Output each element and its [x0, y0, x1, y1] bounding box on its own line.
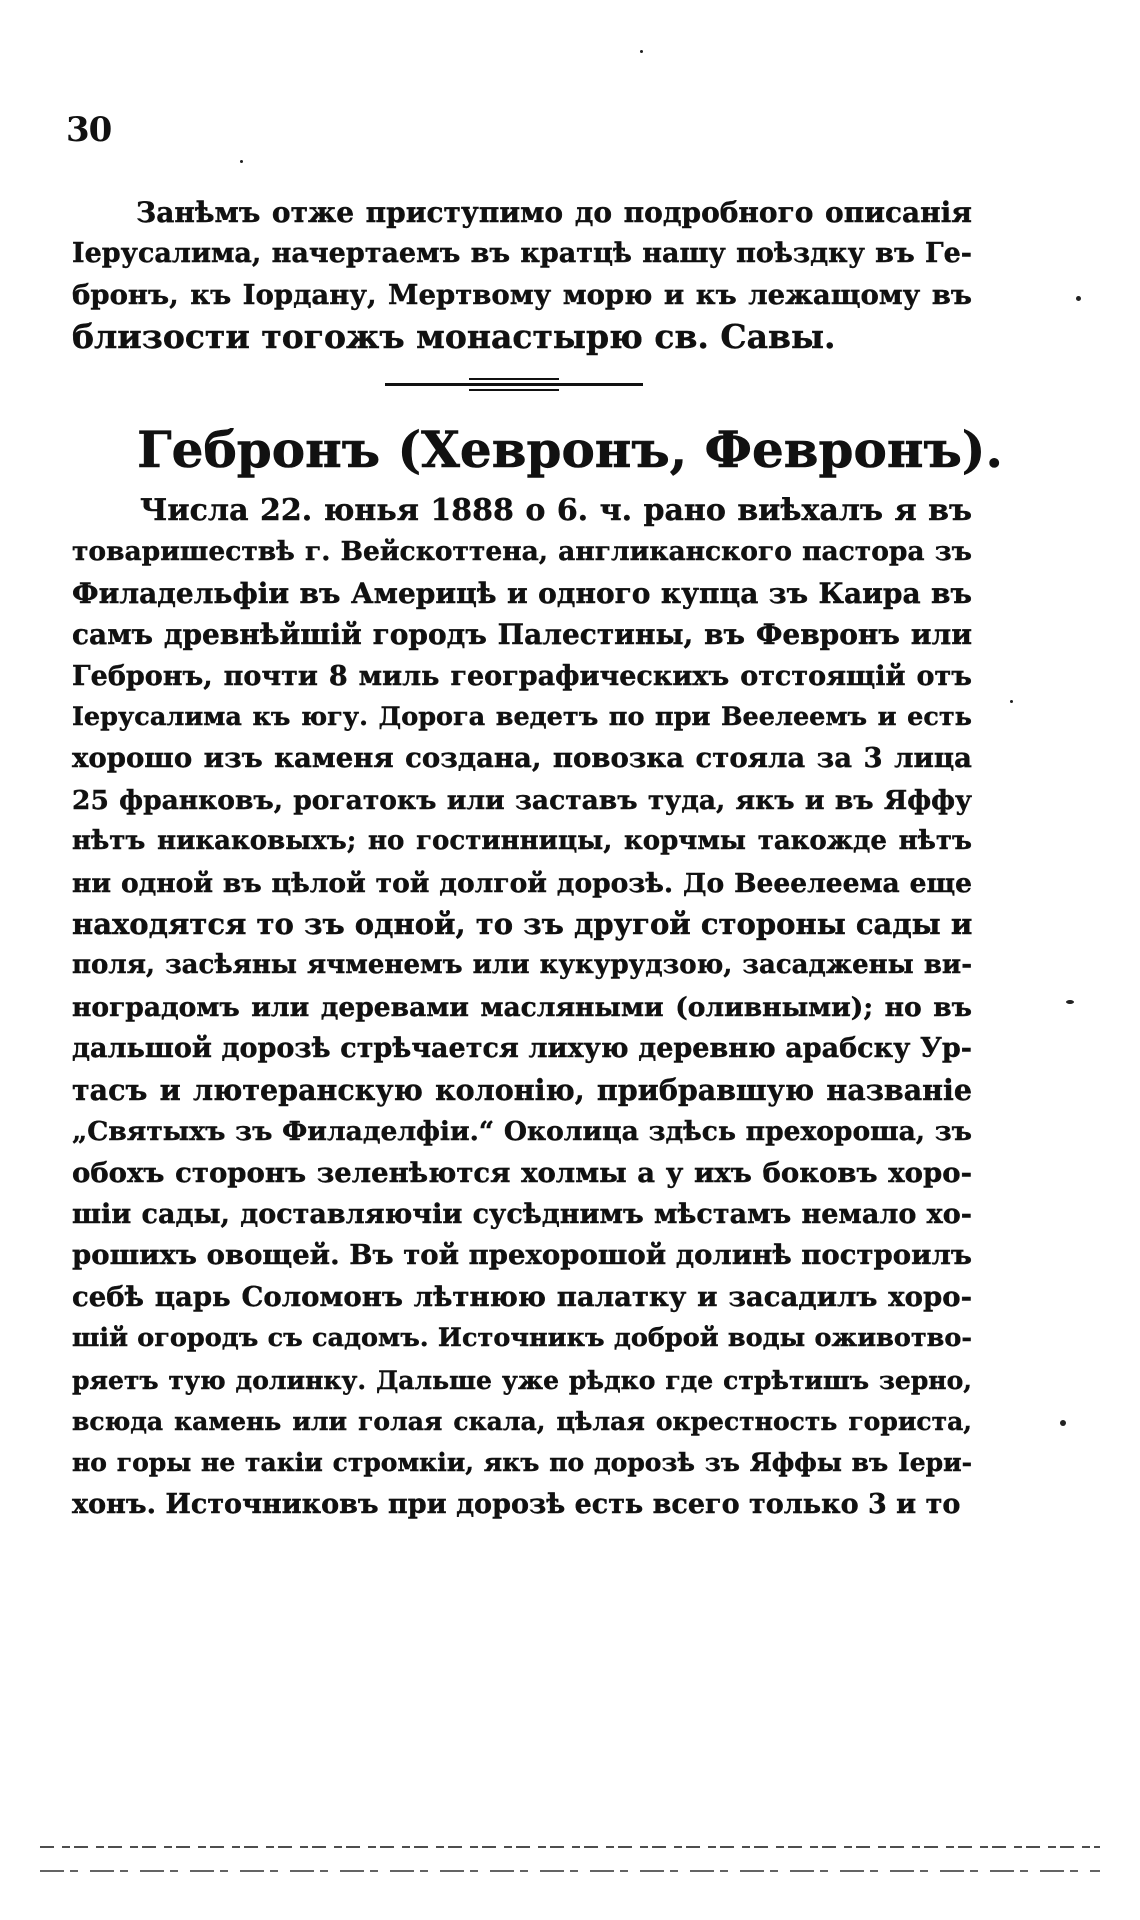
body-paragraph: [72, 490, 972, 1525]
edge-rule: [40, 1846, 1100, 1848]
intro-paragraph: [72, 192, 972, 358]
text-line: дальшой дорозѣ стрѣчается лихую деревню арабску Ур-: [72, 1033, 972, 1065]
text-line: Филадельфіи въ Америцѣ и одного купца зъ Каира въ: [72, 576, 972, 610]
text-line: „Святыхъ зъ Филаделфіи.“ Околица здѣсь прехороша, зъ: [72, 1116, 972, 1148]
text-line: хорошо изъ каменя создана, повозка стояла за 3 лица: [72, 742, 972, 775]
text-line: товаришествѣ г. Вейскоттена, англиканского пастора зъ: [72, 536, 972, 568]
text-line: Іерусалима къ югу. Дорога ведетъ по при Веелеемъ и есть: [72, 702, 972, 733]
text-line: Числа 22. юнья 1888 о 6. ч. рано виѣхалъ я въ: [140, 493, 972, 528]
scan-speck: [1010, 700, 1013, 703]
text-line: Занѣмъ отже приступимо до подробного описанія: [136, 196, 972, 229]
separator-rule: [469, 378, 559, 380]
separator-rule: [385, 383, 643, 386]
text-line: себѣ царь Соломонъ лѣтнюю палатку и засадилъ хоро-: [72, 1280, 972, 1313]
text-line: самъ древнѣйшій городъ Палестины, въ Февронъ или: [72, 618, 972, 652]
text-line: бронъ, къ Іордану, Мертвому морю и къ лежащому въ: [72, 278, 972, 311]
page-number: 30: [66, 110, 112, 150]
text-line: но горы не такіи стромкіи, якъ по дорозѣ зъ Яффы въ Іери-: [72, 1448, 972, 1478]
separator-rule: [469, 389, 559, 391]
text-line: поля, засѣяны ячменемъ или кукурудзою, засаджены ви-: [72, 950, 972, 981]
section-heading: Гебронъ (Хевронъ, Февронъ).: [137, 420, 1003, 479]
text-line: хонъ. Источниковъ при дорозѣ есть всего только 3 и то: [72, 1488, 961, 1520]
text-line: шіи сады, доставляючіи сусѣднимъ мѣстамъ немало хо-: [72, 1198, 972, 1230]
section-separator: [385, 378, 643, 394]
text-line: рошихъ овощей. Въ той прехорошой долинѣ построилъ: [72, 1239, 972, 1272]
page-bottom-edge: [40, 1832, 1100, 1892]
scan-speck: [240, 160, 243, 163]
text-line: обохъ сторонъ зеленѣются холмы а у ихъ боковъ хоро-: [72, 1156, 972, 1189]
text-line: ни одной въ цѣлой той долгой дорозѣ. До Вееелеема еще: [72, 867, 972, 899]
text-line: нѣтъ никаковыхъ; но гостинницы, корчмы такожде нѣтъ: [72, 826, 972, 857]
text-line: тасъ и лютеранскую колонію, прибравшую названіе: [72, 1072, 972, 1107]
text-line: всюда камень или голая скала, цѣлая окрестность гориста,: [72, 1406, 972, 1436]
text-line: близости тогожъ монастырю св. Савы.: [72, 317, 836, 357]
scan-speck: [1060, 1420, 1066, 1426]
text-line: ноградомъ или деревами масляными (оливными); но въ: [72, 991, 972, 1023]
text-line: шій огородъ съ садомъ. Источникъ доброй воды оживотво-: [72, 1323, 972, 1354]
scan-speck: [640, 50, 643, 53]
scan-speck: [1076, 296, 1081, 301]
text-line: находятся то зъ одной, то зъ другой стороны сады и: [72, 907, 973, 942]
text-line: 25 франковъ, рогатокъ или заставъ туда, якъ и въ Яффу: [72, 784, 972, 816]
scan-speck: [1066, 1000, 1074, 1004]
edge-rule: [40, 1870, 1100, 1872]
text-line: ряетъ тую долинку. Дальше уже рѣдко где стрѣтишъ зерно,: [72, 1365, 972, 1395]
text-line: Іерусалима, начертаемъ въ кратцѣ нашу поѣздку въ Ге-: [72, 238, 972, 270]
text-line: Гебронъ, почти 8 миль географическихъ отстоящій отъ: [72, 660, 972, 692]
